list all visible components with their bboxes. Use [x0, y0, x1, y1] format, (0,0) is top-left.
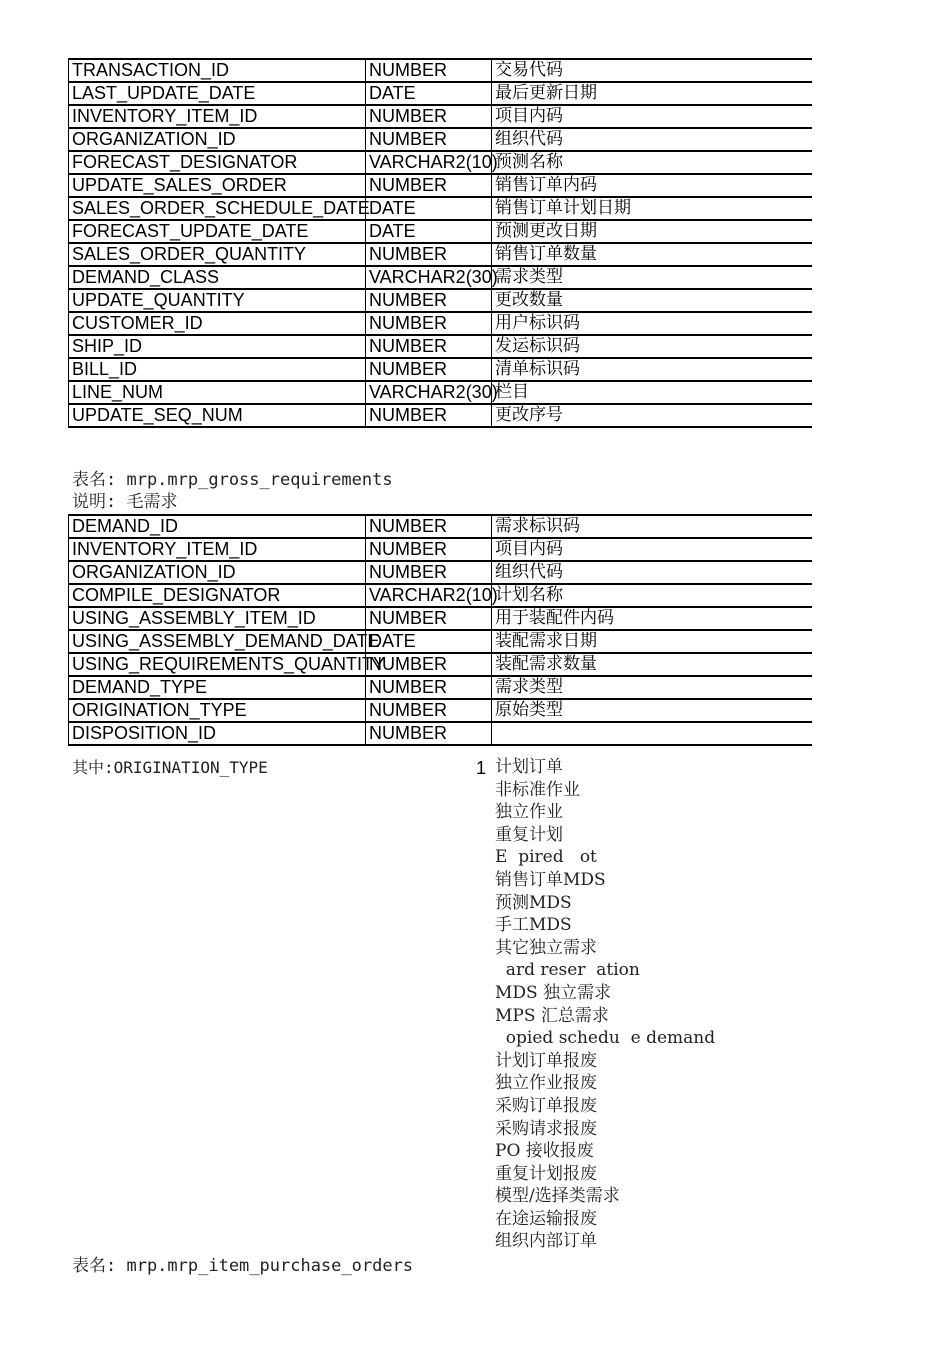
- gross-requirement-row: [69, 630, 812, 653]
- forecast-update-row: [69, 151, 812, 174]
- column-type-cell: NUMBER: [366, 404, 492, 427]
- gross-requirement-row: [69, 653, 812, 676]
- gross-requirement-row: [69, 515, 812, 538]
- gross-requirement-row: [69, 722, 812, 745]
- column-name-cell: DISPOSITION_ID: [69, 722, 366, 745]
- gross-requirement-row: [69, 607, 812, 630]
- column-type-cell: NUMBER: [366, 128, 492, 151]
- column-description-cell: 用户标识码: [492, 312, 812, 335]
- origination-type-item: 模型/选择类需求: [495, 1186, 620, 1207]
- column-description-cell: 发运标识码: [492, 335, 812, 358]
- column-description-cell: 销售订单计划日期: [492, 197, 812, 220]
- column-name-cell: FORECAST_UPDATE_DATE: [69, 220, 366, 243]
- column-type-cell: NUMBER: [366, 312, 492, 335]
- column-type-cell: NUMBER: [366, 59, 492, 82]
- origination-type-list: [495, 756, 715, 1253]
- column-description-cell: [492, 722, 812, 745]
- column-name-cell: ORGANIZATION_ID: [69, 561, 366, 584]
- column-name-cell: DEMAND_CLASS: [69, 266, 366, 289]
- column-type-cell: NUMBER: [366, 538, 492, 561]
- gross-requirement-row: [69, 561, 812, 584]
- column-description-cell: 清单标识码: [492, 358, 812, 381]
- column-description-cell: 计划名称: [492, 584, 812, 607]
- column-description-cell: 栏目: [492, 381, 812, 404]
- gross-requirement-row: [69, 699, 812, 722]
- column-description-cell: 组织代码: [492, 128, 812, 151]
- column-name-cell: SALES_ORDER_QUANTITY: [69, 243, 366, 266]
- column-description-cell: 需求类型: [492, 266, 812, 289]
- origination-type-item: 销售订单MDS: [495, 869, 606, 890]
- origination-type-label: 其中:ORIGINATION_TYPE: [72, 758, 268, 777]
- forecast-update-row: [69, 128, 812, 151]
- forecast-update-row: [69, 404, 812, 427]
- column-name-cell: UPDATE_QUANTITY: [69, 289, 366, 312]
- forecast-update-row: [69, 59, 812, 82]
- column-description-cell: 更改序号: [492, 404, 812, 427]
- forecast-update-row: [69, 289, 812, 312]
- forecast-update-row: [69, 266, 812, 289]
- gross-requirement-row: [69, 676, 812, 699]
- table-description-label: 说明: 毛需求: [72, 492, 178, 512]
- column-name-cell: DEMAND_TYPE: [69, 676, 366, 699]
- origination-type-item: 重复计划: [495, 824, 563, 845]
- column-name-cell: USING_ASSEMBLY_DEMAND_DATE: [69, 630, 366, 653]
- column-type-cell: VARCHAR2(10): [366, 151, 492, 174]
- column-type-cell: NUMBER: [366, 676, 492, 699]
- forecast-update-row: [69, 105, 812, 128]
- column-type-cell: DATE: [366, 220, 492, 243]
- column-type-cell: NUMBER: [366, 653, 492, 676]
- origination-type-item: 采购请求报废: [495, 1118, 597, 1139]
- column-description-cell: 需求标识码: [492, 515, 812, 538]
- column-description-cell: 最后更新日期: [492, 82, 812, 105]
- origination-type-item: 计划订单: [495, 757, 563, 777]
- origination-type-item: 独立作业: [495, 802, 563, 823]
- column-name-cell: INVENTORY_ITEM_ID: [69, 538, 366, 561]
- column-description-cell: 更改数量: [492, 289, 812, 312]
- column-type-cell: VARCHAR2(30): [366, 266, 492, 289]
- origination-type-item: 计划订单报废: [495, 1050, 597, 1071]
- table-mrp-forecast-updates: [68, 58, 812, 428]
- column-name-cell: USING_REQUIREMENTS_QUANTITY: [69, 653, 366, 676]
- column-type-cell: NUMBER: [366, 358, 492, 381]
- origination-type-item: 重复计划报废: [495, 1163, 597, 1184]
- column-name-cell: LAST_UPDATE_DATE: [69, 82, 366, 105]
- forecast-update-row: [69, 197, 812, 220]
- origination-type-item: 组织内部订单: [495, 1231, 597, 1252]
- column-description-cell: 项目内码: [492, 105, 812, 128]
- column-description-cell: 交易代码: [492, 59, 812, 82]
- table-mrp-gross-requirements: [68, 514, 812, 746]
- column-name-cell: SHIP_ID: [69, 335, 366, 358]
- origination-type-item: opied schedu e demand: [495, 1028, 716, 1049]
- origination-type-item: 采购订单报废: [495, 1095, 597, 1116]
- column-description-cell: 预测名称: [492, 151, 812, 174]
- origination-type-item: PO 接收报废: [495, 1141, 594, 1162]
- column-type-cell: NUMBER: [366, 561, 492, 584]
- forecast-update-row: [69, 381, 812, 404]
- origination-type-item: MPS 汇总需求: [495, 1005, 609, 1026]
- column-type-cell: VARCHAR2(30): [366, 381, 492, 404]
- column-type-cell: DATE: [366, 197, 492, 220]
- column-type-cell: VARCHAR2(10): [366, 584, 492, 607]
- forecast-update-row: [69, 82, 812, 105]
- column-description-cell: 需求类型: [492, 676, 812, 699]
- column-name-cell: INVENTORY_ITEM_ID: [69, 105, 366, 128]
- column-description-cell: 销售订单数量: [492, 243, 812, 266]
- origination-type-item: 在途运输报废: [495, 1208, 597, 1229]
- column-type-cell: NUMBER: [366, 335, 492, 358]
- column-name-cell: UPDATE_SEQ_NUM: [69, 404, 366, 427]
- column-name-cell: BILL_ID: [69, 358, 366, 381]
- column-description-cell: 预测更改日期: [492, 220, 812, 243]
- origination-type-item: ard reser ation: [495, 960, 640, 981]
- column-name-cell: ORIGINATION_TYPE: [69, 699, 366, 722]
- column-name-cell: UPDATE_SALES_ORDER: [69, 174, 366, 197]
- table-name-label-item-purchase-orders: 表名: mrp.mrp_item_purchase_orders: [72, 1256, 414, 1276]
- table-name-label-gross-requirements: 表名: mrp.mrp_gross_requirements: [72, 470, 393, 490]
- column-description-cell: 用于装配件内码: [492, 607, 812, 630]
- column-type-cell: NUMBER: [366, 105, 492, 128]
- column-type-cell: NUMBER: [366, 515, 492, 538]
- column-name-cell: SALES_ORDER_SCHEDULE_DATE: [69, 197, 366, 220]
- column-name-cell: USING_ASSEMBLY_ITEM_ID: [69, 607, 366, 630]
- origination-type-item: 其它独立需求: [495, 937, 597, 958]
- origination-type-item: MDS 独立需求: [495, 982, 612, 1003]
- column-name-cell: FORECAST_DESIGNATOR: [69, 151, 366, 174]
- column-description-cell: 组织代码: [492, 561, 812, 584]
- column-type-cell: NUMBER: [366, 722, 492, 745]
- column-description-cell: 项目内码: [492, 538, 812, 561]
- forecast-update-row: [69, 335, 812, 358]
- origination-type-item: 独立作业报废: [495, 1073, 597, 1094]
- forecast-update-row: [69, 243, 812, 266]
- column-type-cell: NUMBER: [366, 607, 492, 630]
- column-description-cell: 装配需求数量: [492, 653, 812, 676]
- column-name-cell: COMPILE_DESIGNATOR: [69, 584, 366, 607]
- forecast-update-row: [69, 358, 812, 381]
- column-type-cell: NUMBER: [366, 699, 492, 722]
- column-description-cell: 装配需求日期: [492, 630, 812, 653]
- gross-requirement-row: [69, 584, 812, 607]
- forecast-update-row: [69, 174, 812, 197]
- column-description-cell: 原始类型: [492, 699, 812, 722]
- column-name-cell: TRANSACTION_ID: [69, 59, 366, 82]
- column-type-cell: DATE: [366, 82, 492, 105]
- column-name-cell: DEMAND_ID: [69, 515, 366, 538]
- gross-requirement-row: [69, 538, 812, 561]
- origination-type-first-number: 1: [476, 758, 487, 778]
- column-type-cell: NUMBER: [366, 174, 492, 197]
- column-name-cell: LINE_NUM: [69, 381, 366, 404]
- origination-type-item: 预测MDS: [495, 892, 572, 913]
- column-name-cell: CUSTOMER_ID: [69, 312, 366, 335]
- forecast-update-row: [69, 220, 812, 243]
- forecast-update-row: [69, 312, 812, 335]
- origination-type-item: 手工MDS: [495, 915, 572, 936]
- column-type-cell: NUMBER: [366, 289, 492, 312]
- column-type-cell: NUMBER: [366, 243, 492, 266]
- column-name-cell: ORGANIZATION_ID: [69, 128, 366, 151]
- column-description-cell: 销售订单内码: [492, 174, 812, 197]
- origination-type-item: E pired ot: [495, 847, 597, 868]
- origination-type-item: 非标准作业: [495, 779, 580, 800]
- column-type-cell: DATE: [366, 630, 492, 653]
